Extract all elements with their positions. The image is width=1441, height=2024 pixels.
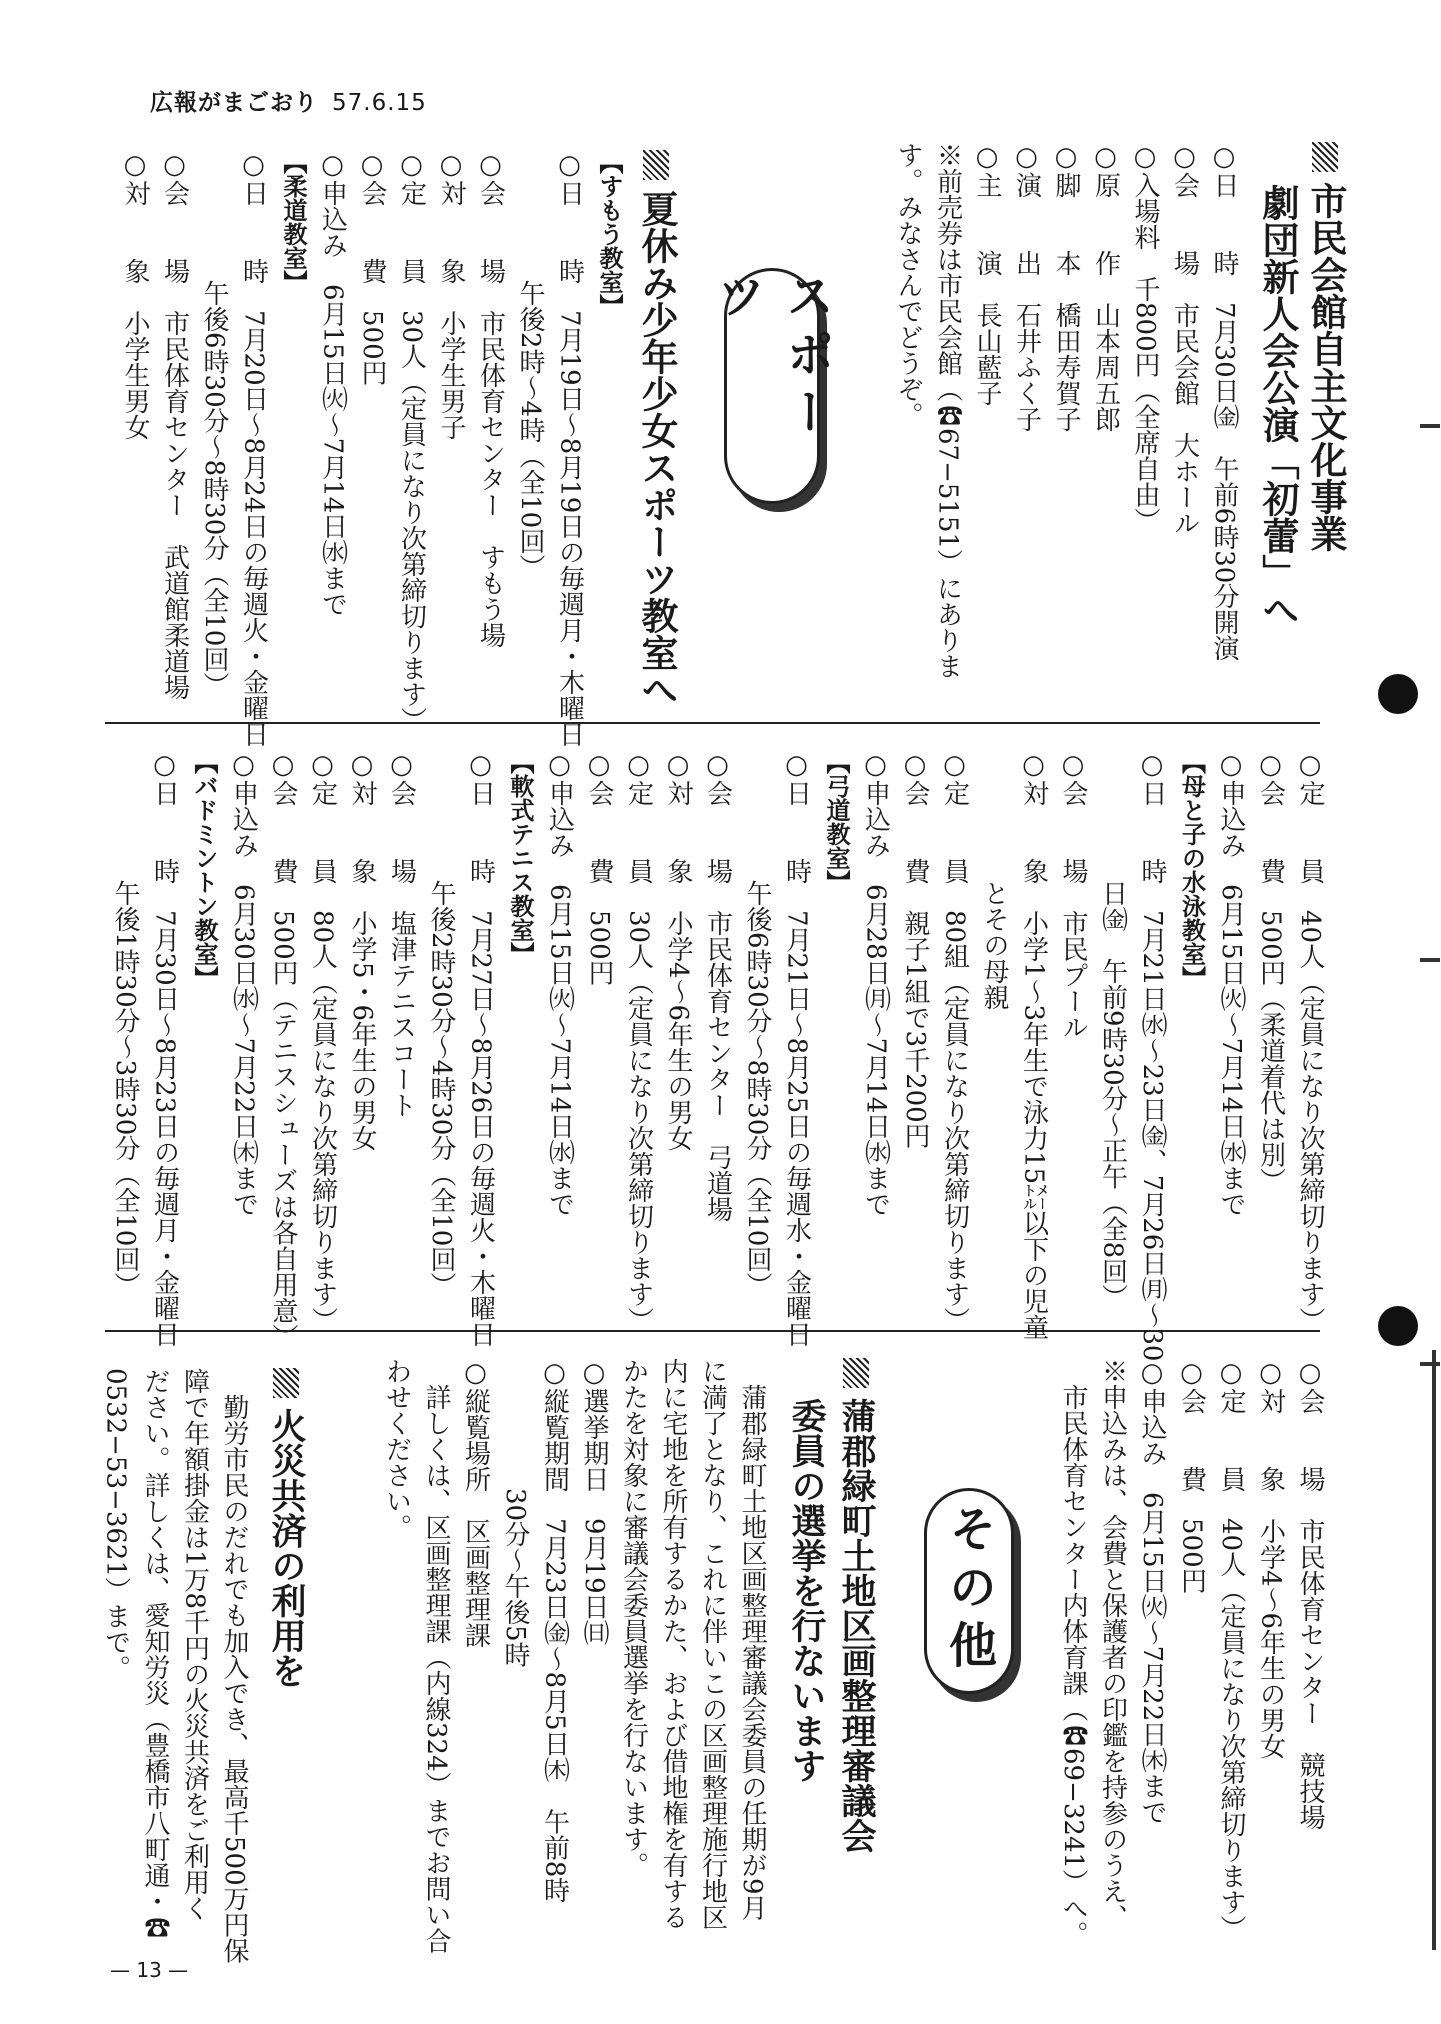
election-line: 30分〜午後5時 (500, 1358, 530, 1668)
shimin-title-1: 市民会館自主文化事業 (1301, 142, 1349, 679)
hatch-mark-icon (843, 1358, 869, 1388)
badminton-line: ○会 費 500円 (1176, 1358, 1207, 1594)
election-title-2: 委員の選挙を行ないます (786, 1398, 826, 1783)
election-line: 蒲郡緑町土地区画整理審議会委員の任期が9月 (737, 1358, 767, 1921)
binder-hole-icon (1378, 1306, 1418, 1346)
hatch-mark-icon (1312, 142, 1338, 172)
edge-tick (1420, 958, 1440, 962)
publication-title: 広報がまごおり (150, 90, 318, 116)
judo-line: ○日 時 7月20日〜8月24日の毎週火・金曜日 (238, 150, 269, 748)
shimin-line: ※前売券は市民会館（☎67−5151）にありま (932, 142, 963, 680)
sports-category-label: スポーツ (724, 268, 820, 504)
tennis-line: ○対 象 小学5・6年生の男女 (347, 750, 377, 1152)
shimin-line: す。みなさんでどうぞ。 (893, 142, 923, 428)
judo-line: ○対 象 小学生男女 (120, 150, 150, 440)
election-line: わせください。 (381, 1358, 412, 1540)
badminton-line: ○会 場 市民体育センター 競技場 (1295, 1358, 1325, 1830)
sports-title: 夏休み少年少女スポーツ教室へ (632, 150, 680, 747)
tennis-line: ○定 員 80人（定員になり次第締切ります） (307, 750, 338, 1334)
edge-tick (1420, 424, 1440, 428)
swim-line: ○定 員 80組（定員になり次第締切ります） (939, 750, 970, 1334)
page-edge-line (1432, 1350, 1436, 1950)
binder-hole-icon (1378, 674, 1418, 714)
judo-line: 午後6時30分〜8時30分（全10回） (199, 150, 229, 699)
tennis-line: ○日 時 7月27日〜8月26日の毎週火・木曜日 (465, 750, 496, 1348)
election-line: かたを対象に審議会委員選挙を行ないます。 (618, 1358, 649, 1878)
shimin-line: ○演 出 石井ふく子 (1011, 142, 1042, 432)
badminton-line: ○日 時 7月30日〜8月23日の毎週月・金曜日 (149, 750, 180, 1348)
tennis-line: ○会 費 500円（テニスシューズは各自用意） (268, 750, 298, 1350)
shimin-line: ○原 作 山本周五郎 (1090, 142, 1121, 432)
shimin-title-2: 劇団新人会公演「初蕾」へ (1256, 184, 1299, 628)
election-line: 詳しくは、区画整理課（内線324）までお問い合 (421, 1358, 451, 1954)
judo-line: ○会 費 500円（柔道着代は別） (1255, 750, 1286, 1194)
kyudo-line: ○対 象 小学4〜6年生の男女 (663, 750, 693, 1152)
sumo-line: ○会 費 500円 (357, 150, 387, 386)
fire-line: 勤労市民のだれでも加入でき、最高千500万円保 (219, 1368, 249, 1964)
judo-line: ○会 場 市民体育センター 武道館柔道場 (159, 150, 190, 700)
sumo-line: ○定 員 30人（定員になり次第締切ります） (396, 150, 427, 734)
fire-line: 0532−53−3621）まで。 (100, 1368, 131, 1681)
edge-tick (1420, 1362, 1440, 1366)
shimin-line: ○日 時 7月30日㈮ 午前6時30分開演 (1209, 142, 1239, 662)
judo-line: ○定 員 40人（定員になり次第締切ります） (1295, 750, 1325, 1334)
hatch-mark-icon (643, 150, 669, 180)
election-line: に満了となり、これに伴いこの区画整理施行地区 (697, 1358, 728, 1930)
page-header (150, 84, 427, 117)
badminton-line: ○定 員 40人（定員になり次第締切ります） (1216, 1358, 1246, 1942)
judo-heading: 【柔道教室】 (279, 150, 307, 294)
publication-date: 57.6.15 (332, 90, 427, 116)
badminton-line: ○対 象 小学4〜6年生の男女 (1255, 1358, 1286, 1760)
tennis-line: ○会 場 塩津テニスコート (386, 750, 417, 1118)
election-article (376, 1358, 881, 1954)
shimin-line: ○会 場 市民会館 大ホール (1169, 142, 1200, 536)
shimin-line: ○入場料 千800円（全席自由） (1130, 142, 1160, 534)
fire-line: ださい。詳しくは、愛知労災（豊橋市八町通・☎ (140, 1368, 170, 1940)
swim-heading: 【母と子の水泳教室】 (1177, 750, 1206, 990)
badminton-line: 午後1時30分〜3時30分（全10回） (110, 750, 140, 1299)
sumo-heading: 【すもう教室】 (595, 150, 623, 318)
election-title-1: 蒲郡緑町土地区画整理審議会 (831, 1358, 881, 1954)
swim-line: とその母親 (979, 750, 1009, 1010)
shimin-line: ○主 演 長山藍子 (972, 142, 1002, 406)
fire-title: 火災共済の利用を (261, 1368, 311, 1964)
sumo-line: ○対 象 小学生男子 (436, 150, 466, 440)
election-line: 内に宅地を所有するかた、および借地権を有する (658, 1358, 688, 1930)
badminton-line: ○申込み 6月15日㈫〜7月22日㈭まで (1137, 1358, 1167, 1826)
sports-article (115, 150, 681, 747)
swim-line: 日㈮ 午前9時30分〜正午（全8回） (1097, 750, 1128, 1311)
kyudo-line: ○日 時 7月21日〜8月25日の毎週水・金曜日 (781, 750, 812, 1348)
kyudo-line: ○会 場 市民体育センター 弓道場 (702, 750, 733, 1222)
badminton-heading: 【バドミントン教室】 (190, 750, 218, 990)
swim-line: ○対 象 小学1〜3年生で泳力15㍍以下の児童 (1018, 750, 1049, 1341)
election-line: ○縦覧場所 区画整理課 (460, 1358, 491, 1648)
kyudo-line: 午後6時30分〜8時30分（全10回） (742, 750, 772, 1299)
badminton-continued (1053, 1358, 1330, 1947)
sumo-line: ○申込み 6月15日㈫〜7月14日㈬まで (317, 150, 348, 618)
kyudo-line: ○定 員 30人（定員になり次第締切ります） (623, 750, 654, 1334)
sumo-line: ○会 場 市民体育センター すもう場 (475, 150, 506, 648)
tennis-heading: 【軟式テニス教室】 (506, 750, 534, 966)
kyudo-line: ○申込み 6月15日㈫〜7月14日㈬まで (544, 750, 575, 1218)
election-line: ○縦覧期間 7月23日㈮〜8月5日㈭ 午前8時 (539, 1358, 570, 1904)
election-line: ○選挙期日 9月19日㈰ (579, 1358, 609, 1646)
swim-line: ○申込み 6月28日㈪〜7月14日㈬まで (860, 750, 891, 1218)
badminton-note: ※申込みは、会費と保護者の印鑑を持参のうえ、 (1097, 1358, 1128, 1930)
fire-line: 障で年額掛金は1万8千円の火災共済をご利用く (179, 1368, 210, 1922)
hatch-mark-icon (273, 1368, 299, 1398)
shimin-kaikan-article (888, 142, 1350, 679)
page-number: — 13 — (110, 1958, 189, 1982)
swim-line: ○会 場 市民プール (1058, 750, 1088, 1040)
kyudo-heading: 【弓道教室】 (822, 750, 850, 894)
judo-line: ○申込み 6月15日㈫〜7月14日㈬まで (1216, 750, 1246, 1218)
fire-insurance-article (95, 1368, 311, 1964)
sports-classes-continued (105, 750, 1330, 1361)
sumo-line: 午後2時〜4時（全10回） (515, 150, 545, 581)
sumo-line: ○日 時 7月19日〜8月19日の毎週月・木曜日 (554, 150, 585, 748)
other-category-label: その他 (924, 1488, 1014, 1694)
shimin-line: ○脚 本 橋田寿賀子 (1051, 142, 1081, 432)
badminton-note: 市民体育センター内体育課（☎69−3241）へ。 (1058, 1358, 1088, 1948)
swim-line: ○会 費 親子1組で3千200円 (900, 750, 930, 1149)
tennis-line: 午後2時30分〜4時30分（全10回） (426, 750, 456, 1299)
swim-line: ○日 時 7月21日㈬〜23日㈮、7月26日㈪〜30 (1137, 750, 1167, 1362)
tennis-line: ○申込み 6月30日㈬〜7月22日㈭まで (228, 750, 259, 1218)
kyudo-line: ○会 費 500円 (584, 750, 614, 986)
